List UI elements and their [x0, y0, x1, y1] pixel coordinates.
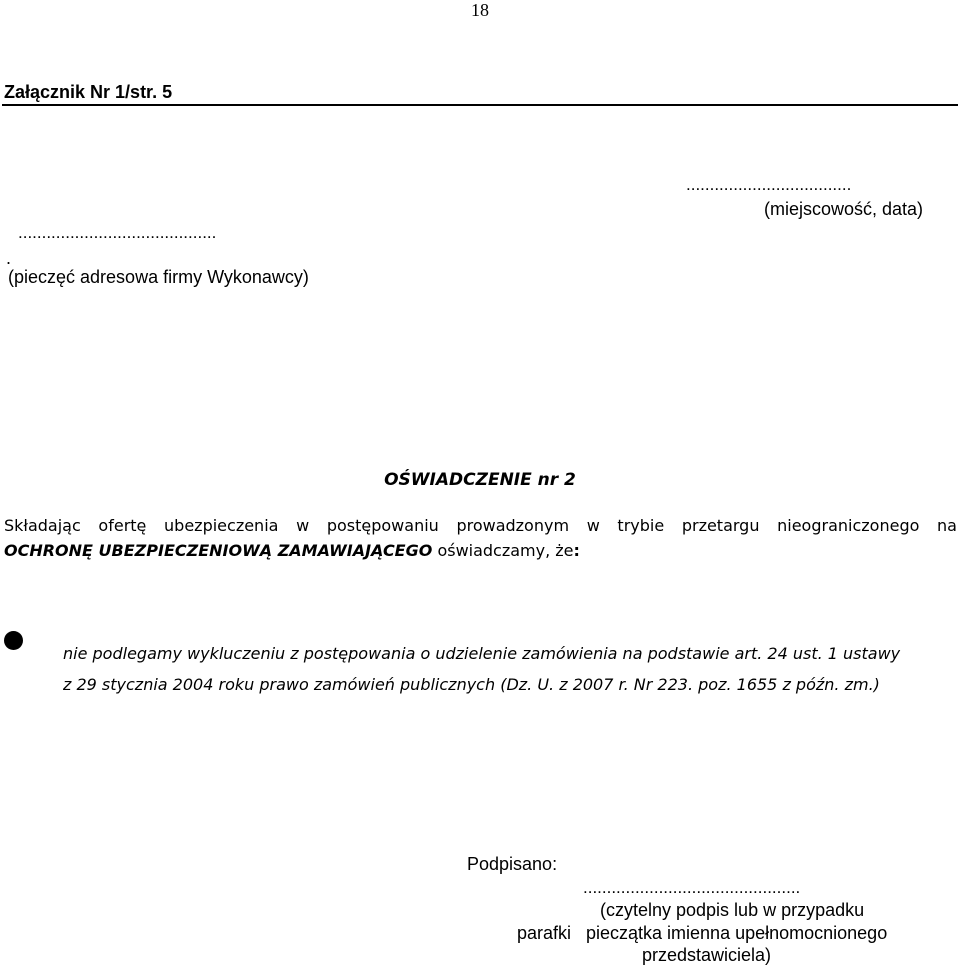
page-number: 18 — [471, 0, 489, 20]
declaration-title: OŚWIADCZENIE nr 2 — [384, 470, 576, 490]
annex-header: Załącznik Nr 1/str. 5 — [4, 82, 173, 102]
signature-caption-line-2: pieczątka imienna upełnomocnionego — [586, 923, 888, 943]
stamp-label: (pieczęć adresowa firmy Wykonawcy) — [8, 267, 309, 287]
intro-word: na — [937, 516, 957, 535]
signature-caption-line-1: (czytelny podpis lub w przypadku — [600, 900, 865, 920]
header-divider — [2, 104, 958, 106]
signature-dots: .............................................. — [583, 878, 801, 897]
intro-word: w — [586, 516, 600, 535]
place-date-dots: ................................... — [686, 175, 852, 194]
intro-word: w — [296, 516, 310, 535]
declare-text: oświadczamy, że — [437, 541, 574, 560]
signature-caption-line-3: przedstawiciela) — [642, 945, 772, 965]
bullet-icon — [4, 631, 23, 650]
intro-word: Składając — [4, 516, 81, 535]
intro-word: ubezpieczenia — [164, 516, 279, 535]
intro-word: nieograniczonego — [777, 516, 920, 535]
intro-word: ofertę — [98, 516, 147, 535]
intro-word: prowadzonym — [456, 516, 570, 535]
statement-line-2: z 29 stycznia 2004 roku prawo zamówień publicznych (Dz. U. z 2007 r. Nr 223. poz. 1655 z późn. zm.) — [63, 675, 880, 694]
signed-label: Podpisano: — [467, 854, 558, 874]
signature-caption-prefix: parafki — [517, 923, 572, 943]
intro-word: postępowaniu — [326, 516, 439, 535]
declare-colon: : — [573, 541, 580, 560]
stamp-dots: .......................................... — [18, 223, 217, 242]
place-date-label: (miejscowość, data) — [764, 199, 924, 219]
tender-subject: OCHRONĘ UBEZPIECZENIOWĄ ZAMAWIAJĄCEGO — [4, 541, 433, 560]
intro-word: trybie — [617, 516, 665, 535]
intro-line-2 — [4, 541, 580, 560]
stamp-dot: . — [6, 248, 12, 268]
intro-line-1 — [4, 516, 957, 535]
intro-word: przetargu — [681, 516, 760, 535]
statement-line-1: nie podlegamy wykluczeniu z postępowania o udzielenie zamówienia na podstawie art. 24 ust. 1 ustawy — [63, 644, 901, 663]
